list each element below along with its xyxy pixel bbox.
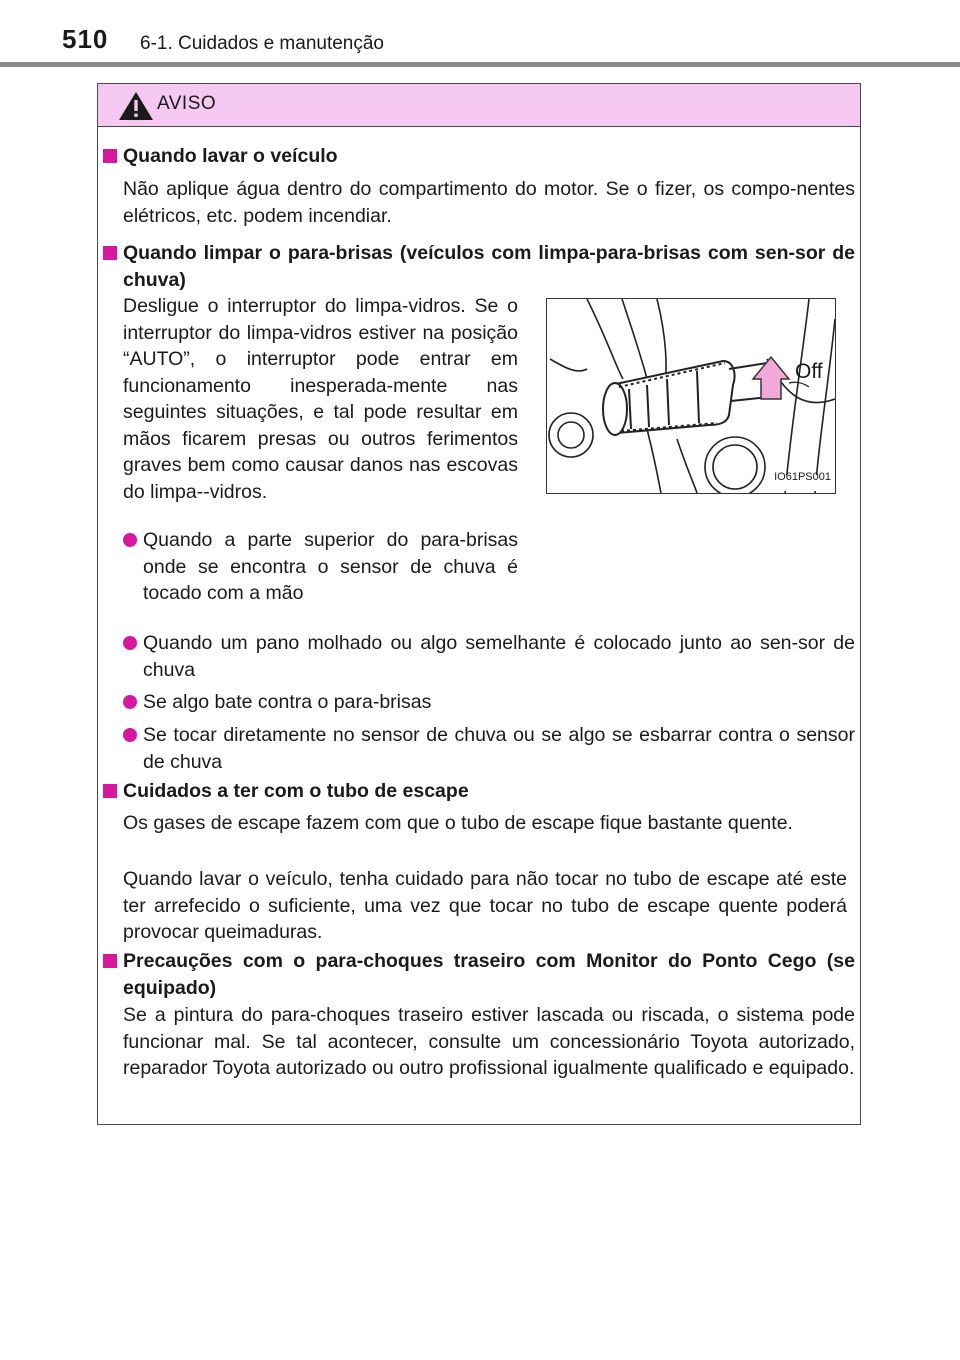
list-item: Se algo bate contra o para-brisas [123,689,855,716]
round-bullet-icon [123,728,137,742]
header-rule [0,62,960,67]
section-heading: Cuidados a ter com o tubo de escape [103,778,855,805]
warning-triangle-icon [118,91,154,121]
warning-box [97,83,861,1125]
round-bullet-icon [123,636,137,650]
square-bullet-icon [103,784,117,798]
page-header [0,0,960,62]
wiper-switch-figure [546,298,836,494]
section-heading: Quando lavar o veículo [103,143,855,170]
list-item: Quando um pano molhado ou algo semelhante é colocado junto ao sen-sor de chuva [123,630,855,683]
square-bullet-icon [103,149,117,163]
round-bullet-icon [123,695,137,709]
square-bullet-icon [103,246,117,260]
square-bullet-icon [103,954,117,968]
warning-header [98,84,860,127]
figure-label-off: Off [795,360,823,383]
section-title: 6-1. Cuidados e manutenção [140,33,384,54]
paragraph: Os gases de escape fazem com que o tubo de escape fique bastante quente. [123,812,793,834]
figure-code: IO61PS001 [774,470,831,483]
paragraph: Se a pintura do para-choques traseiro estiver lascada ou riscada, o sistema pode funcionar mal. Se tal acontecer, consulte um concessionário Toyota autorizado, reparador Toyota autorizado ou outro profissional igualmente qualificado e equipado. [123,1004,855,1079]
page-number: 510 [62,24,109,54]
paragraph: Não aplique água dentro do compartimento do motor. Se o fizer, os compo-nentes elétricos, etc. podem incendiar. [123,178,855,227]
paragraph: Desligue o interruptor do limpa-vidros. Se o interruptor do limpa-vidros estiver na posição “AUTO”, o interruptor pode entrar em funcionamento inesperada-mente nas seguintes situações, e tal pode resultar em mãos ficarem presas ou outros ferimentos graves bem como causar danos nas escovas do limpa--vidros. [123,295,518,503]
section-heading: Quando limpar o para-brisas (veículos com limpa-para-brisas com sen-sor de chuva) [103,240,855,293]
section-heading: Precauções com o para-choques traseiro com Monitor do Ponto Cego (se equipado) [103,948,855,1001]
list-item: Quando a parte superior do para-brisas onde se encontra o sensor de chuva é tocado com a mão [123,527,518,607]
warning-label: AVISO [157,93,217,114]
paragraph: Quando lavar o veículo, tenha cuidado para não tocar no tubo de escape até este ter arrefecido o suficiente, uma vez que tocar no tubo de escape quente poderá provocar queimaduras. [123,868,847,943]
round-bullet-icon [123,533,137,547]
list-item: Se tocar diretamente no sensor de chuva ou se algo se esbarrar contra o sensor de chuva [123,722,855,775]
